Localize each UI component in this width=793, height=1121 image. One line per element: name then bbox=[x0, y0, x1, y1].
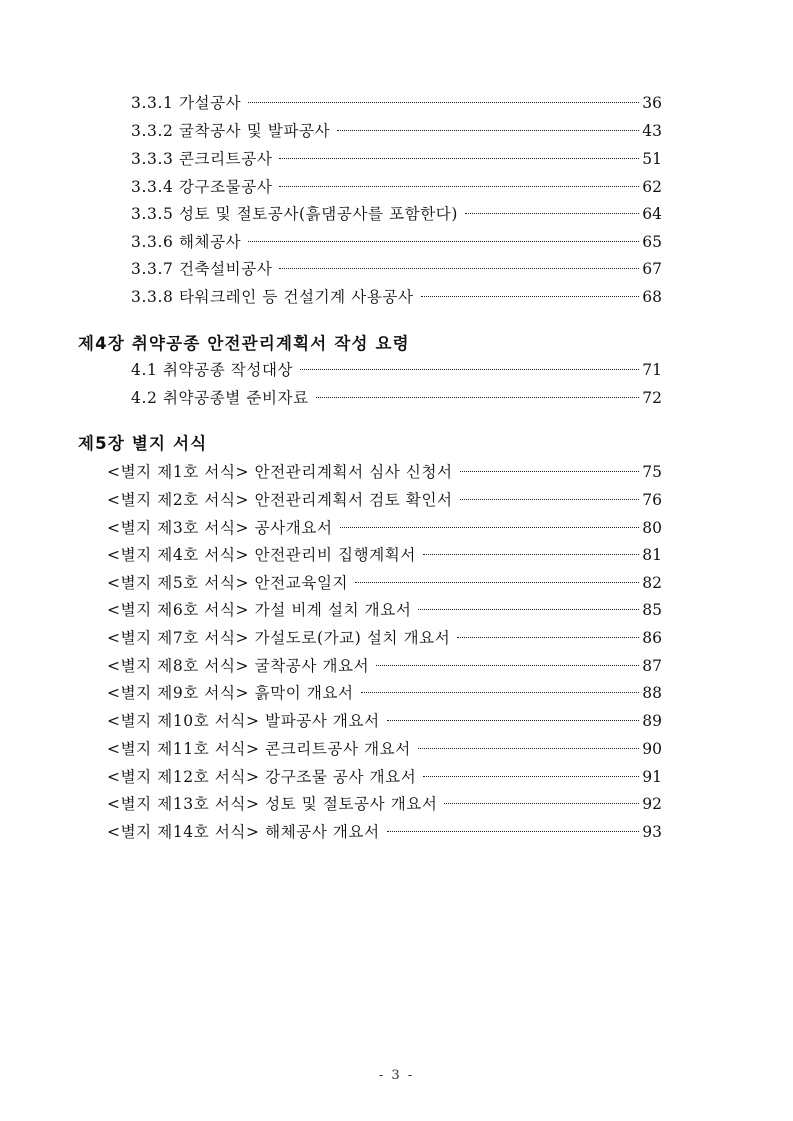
toc-entry-label: <별지 제12호 서식> 강구조물 공사 개요서 bbox=[107, 768, 417, 786]
toc-entry-label: 3.3.1 가설공사 bbox=[131, 94, 242, 112]
dot-leader bbox=[387, 720, 640, 721]
dot-leader bbox=[248, 241, 639, 242]
toc-page-number: 51 bbox=[642, 150, 662, 168]
toc-entry[interactable] bbox=[131, 257, 662, 281]
toc-entry[interactable] bbox=[131, 230, 662, 254]
dot-leader bbox=[460, 499, 640, 500]
toc-page-number: 89 bbox=[642, 712, 662, 730]
toc-entry[interactable] bbox=[107, 820, 662, 844]
toc-page-number: 76 bbox=[642, 491, 662, 509]
dot-leader bbox=[279, 268, 639, 269]
toc-page-number: 80 bbox=[642, 519, 662, 537]
toc-entry-label: <별지 제8호 서식> 굴착공사 개요서 bbox=[107, 657, 370, 675]
toc-page-number: 82 bbox=[642, 574, 662, 592]
toc-page-number: 64 bbox=[642, 205, 662, 223]
toc-page-number: 43 bbox=[642, 122, 662, 140]
toc-entry-label: <별지 제1호 서식> 안전관리계획서 심사 신청서 bbox=[107, 463, 453, 481]
toc-entry[interactable] bbox=[131, 91, 662, 115]
dot-leader bbox=[376, 665, 639, 666]
page-footer-number: - 3 - bbox=[378, 1068, 415, 1083]
toc-entry[interactable] bbox=[131, 386, 662, 410]
dot-leader bbox=[316, 397, 640, 398]
dot-leader bbox=[418, 609, 639, 610]
dot-leader bbox=[423, 776, 639, 777]
toc-page-number: 67 bbox=[642, 260, 662, 278]
toc-entry[interactable] bbox=[107, 765, 662, 789]
toc-entry[interactable] bbox=[107, 654, 662, 678]
dot-leader bbox=[418, 748, 639, 749]
toc-entry-label: <별지 제13호 서식> 성토 및 절토공사 개요서 bbox=[107, 795, 438, 813]
toc-entry[interactable] bbox=[131, 119, 662, 143]
toc-entry-label: <별지 제6호 서식> 가설 비계 설치 개요서 bbox=[107, 601, 412, 619]
toc-page-number: 88 bbox=[642, 684, 662, 702]
toc-entry[interactable] bbox=[107, 598, 662, 622]
toc-entry[interactable] bbox=[131, 285, 662, 309]
dot-leader bbox=[465, 213, 639, 214]
dot-leader bbox=[248, 102, 639, 103]
toc-entry[interactable] bbox=[131, 147, 662, 171]
toc-page-number: 71 bbox=[642, 361, 662, 379]
dot-leader bbox=[337, 130, 639, 131]
toc-entry[interactable] bbox=[107, 792, 662, 816]
toc-page-number: 90 bbox=[642, 740, 662, 758]
toc-entry-label: 3.3.4 강구조물공사 bbox=[131, 178, 273, 196]
chapter-5-heading: 제5장 별지 서식 bbox=[78, 434, 208, 453]
dot-leader bbox=[444, 803, 639, 804]
toc-entry[interactable] bbox=[131, 358, 662, 382]
dot-leader bbox=[361, 692, 640, 693]
toc-entry[interactable] bbox=[107, 571, 662, 595]
toc-page-number: 87 bbox=[642, 657, 662, 675]
toc-entry[interactable] bbox=[107, 543, 662, 567]
toc-entry-label: <별지 제5호 서식> 안전교육일지 bbox=[107, 574, 349, 592]
toc-entry[interactable] bbox=[107, 626, 662, 650]
dot-leader bbox=[300, 369, 639, 370]
dot-leader bbox=[460, 471, 640, 472]
toc-page-number: 65 bbox=[642, 233, 662, 251]
toc-entry[interactable] bbox=[107, 709, 662, 733]
toc-entry[interactable] bbox=[107, 488, 662, 512]
toc-entry-label: 3.3.6 해체공사 bbox=[131, 233, 242, 251]
toc-entry-label: <별지 제2호 서식> 안전관리계획서 검토 확인서 bbox=[107, 491, 453, 509]
dot-leader bbox=[340, 527, 640, 528]
dot-leader bbox=[279, 186, 639, 187]
toc-entry[interactable] bbox=[107, 516, 662, 540]
dot-leader bbox=[457, 637, 639, 638]
toc-page-number: 91 bbox=[642, 768, 662, 786]
toc-entry-label: <별지 제3호 서식> 공사개요서 bbox=[107, 519, 333, 537]
toc-page-number: 75 bbox=[642, 463, 662, 481]
toc-page-number: 62 bbox=[642, 178, 662, 196]
toc-entry-label: 3.3.3 콘크리트공사 bbox=[131, 150, 273, 168]
toc-entry[interactable] bbox=[107, 737, 662, 761]
toc-page-number: 36 bbox=[642, 94, 662, 112]
toc-entry-label: <별지 제10호 서식> 발파공사 개요서 bbox=[107, 712, 380, 730]
toc-entry-label: <별지 제7호 서식> 가설도로(가교) 설치 개요서 bbox=[107, 629, 451, 647]
dot-leader bbox=[421, 296, 640, 297]
toc-entry-label: 4.2 취약공종별 준비자료 bbox=[131, 389, 309, 407]
toc-page-number: 68 bbox=[642, 288, 662, 306]
dot-leader bbox=[423, 554, 639, 555]
toc-entry-label: <별지 제4호 서식> 안전관리비 집행계획서 bbox=[107, 546, 416, 564]
toc-entry-label: 3.3.7 건축설비공사 bbox=[131, 260, 273, 278]
toc-entry-label: 3.3.2 굴착공사 및 발파공사 bbox=[131, 122, 331, 140]
toc-entry[interactable] bbox=[131, 175, 662, 199]
toc-page-number: 93 bbox=[642, 823, 662, 841]
dot-leader bbox=[355, 582, 639, 583]
dot-leader bbox=[279, 158, 639, 159]
toc-page-number: 85 bbox=[642, 601, 662, 619]
toc-entry[interactable] bbox=[107, 460, 662, 484]
toc-entry[interactable] bbox=[107, 681, 662, 705]
toc-page-number: 72 bbox=[642, 389, 662, 407]
toc-entry-label: <별지 제11호 서식> 콘크리트공사 개요서 bbox=[107, 740, 411, 758]
toc-entry-label: 4.1 취약공종 작성대상 bbox=[131, 361, 294, 379]
toc-entry-label: 3.3.8 타워크레인 등 건설기계 사용공사 bbox=[131, 288, 414, 306]
toc-entry[interactable] bbox=[131, 202, 662, 226]
toc-page-number: 86 bbox=[642, 629, 662, 647]
toc-entry-label: <별지 제14호 서식> 해체공사 개요서 bbox=[107, 823, 380, 841]
toc-entry-label: <별지 제9호 서식> 흙막이 개요서 bbox=[107, 684, 354, 702]
toc-entry-label: 3.3.5 성토 및 절토공사(흙댐공사를 포함한다) bbox=[131, 205, 459, 223]
toc-page-number: 81 bbox=[642, 546, 662, 564]
chapter-4-heading: 제4장 취약공종 안전관리계획서 작성 요령 bbox=[78, 334, 410, 353]
toc-page-number: 92 bbox=[642, 795, 662, 813]
dot-leader bbox=[387, 831, 640, 832]
